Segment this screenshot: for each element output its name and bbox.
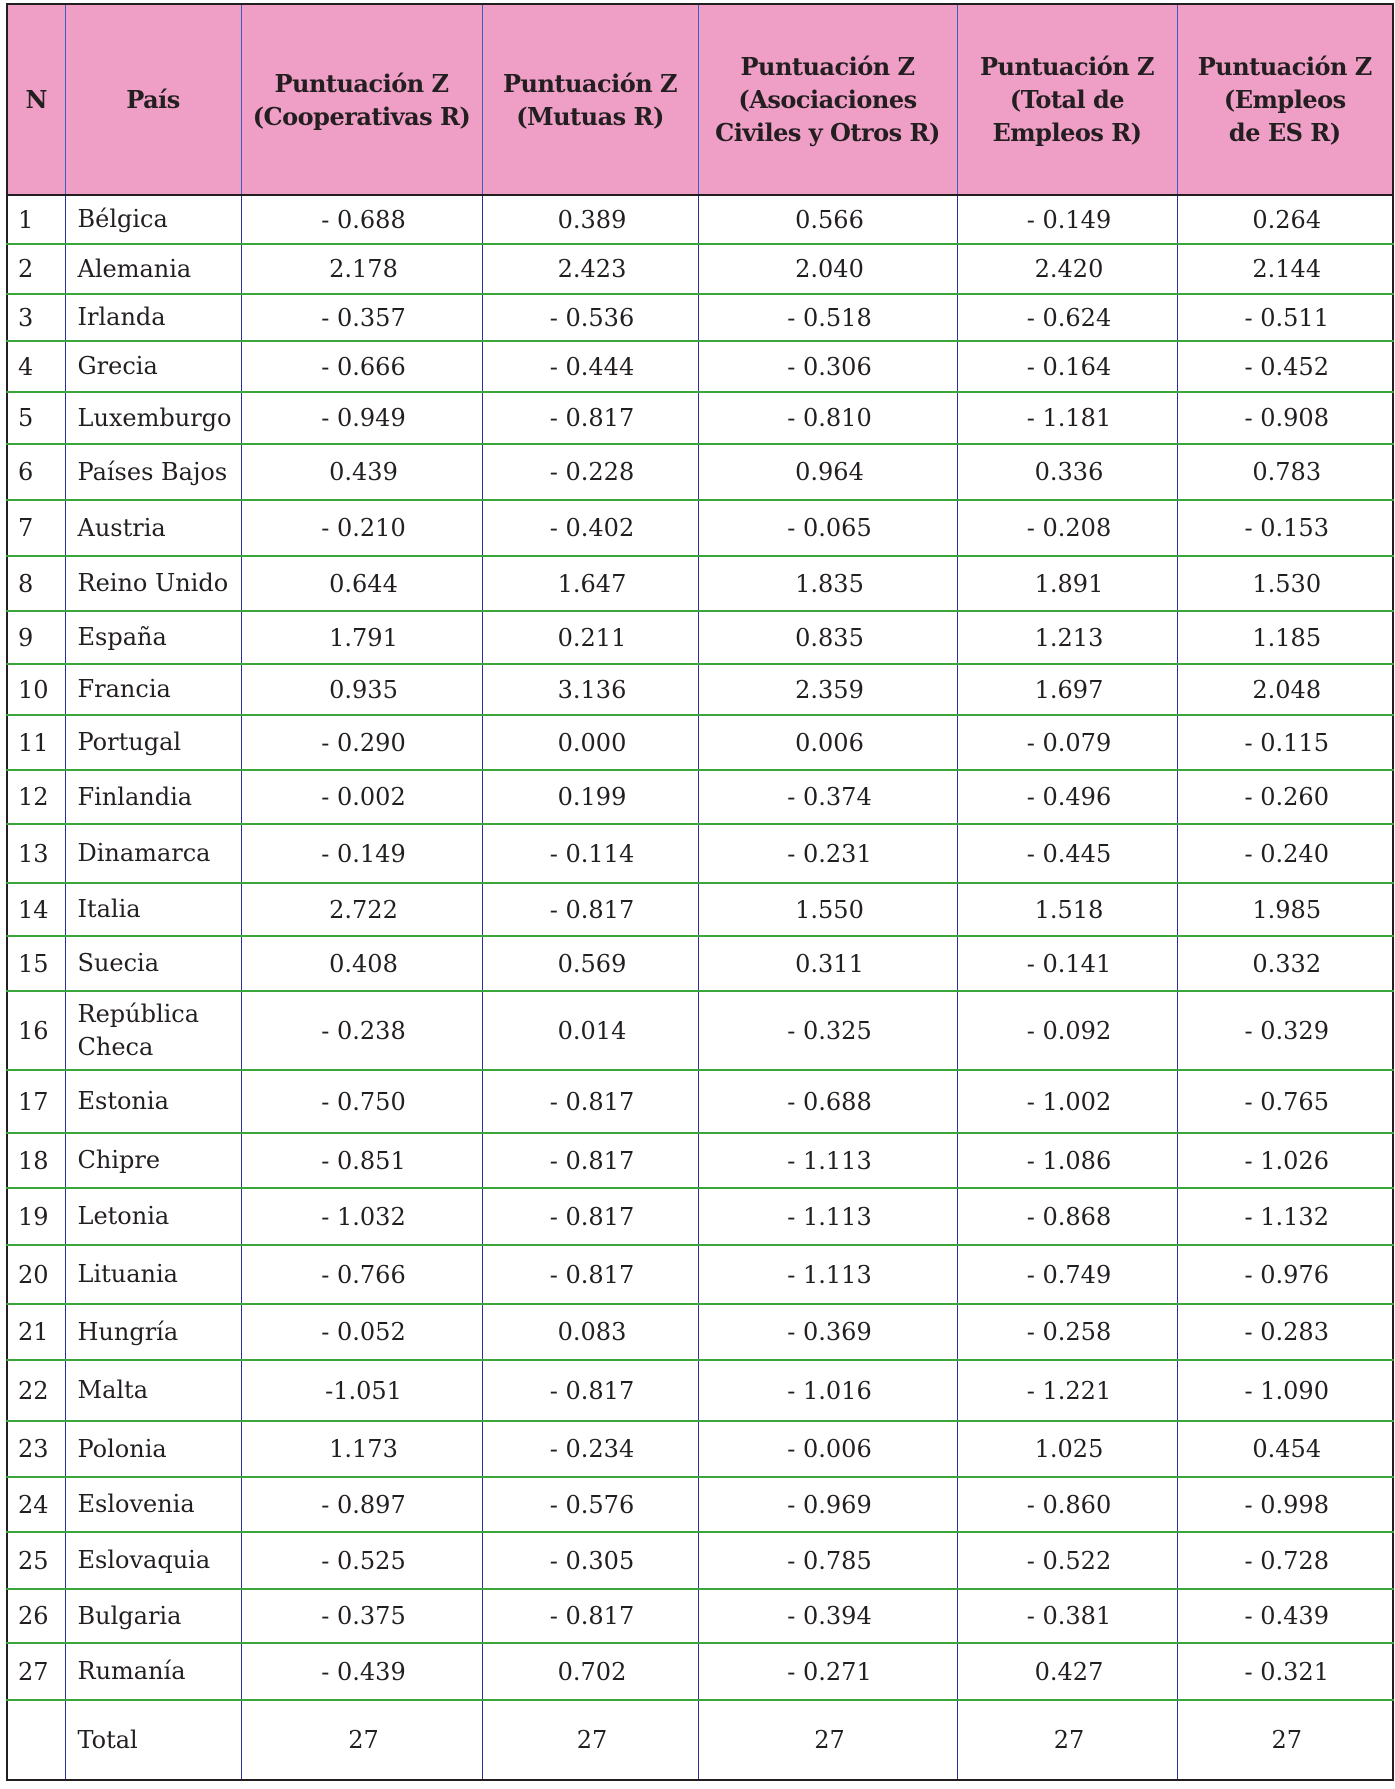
empleos-es-value: - 0.728 bbox=[1177, 1532, 1393, 1589]
cooperativas-value: 1.791 bbox=[241, 611, 482, 664]
empleos-es-value: - 0.240 bbox=[1177, 824, 1393, 883]
mutuas-value: 0.211 bbox=[482, 611, 698, 664]
asociaciones-value: 27 bbox=[698, 1700, 957, 1780]
header-line: Puntuación Z bbox=[502, 68, 678, 98]
total-empleos-value: - 0.079 bbox=[957, 715, 1177, 770]
row-number: 14 bbox=[7, 883, 65, 936]
cooperativas-value: 2.722 bbox=[241, 883, 482, 936]
asociaciones-value: - 0.231 bbox=[698, 824, 957, 883]
asociaciones-value: - 0.688 bbox=[698, 1070, 957, 1133]
header-col-mutuas bbox=[482, 4, 698, 195]
header-line: (Empleos bbox=[1223, 85, 1346, 114]
empleos-es-value: 1.985 bbox=[1177, 883, 1393, 936]
total-empleos-value: - 1.086 bbox=[957, 1133, 1177, 1188]
row-number: 16 bbox=[7, 991, 65, 1070]
country-name: Alemania bbox=[65, 244, 241, 294]
empleos-es-value: - 1.132 bbox=[1177, 1188, 1393, 1245]
country-name: Luxemburgo bbox=[65, 392, 241, 444]
asociaciones-value: 1.550 bbox=[698, 883, 957, 936]
table-row bbox=[7, 824, 1393, 883]
country-name: Portugal bbox=[65, 715, 241, 770]
empleos-es-value: 1.185 bbox=[1177, 611, 1393, 664]
row-number: 18 bbox=[7, 1133, 65, 1188]
row-number bbox=[7, 1700, 65, 1780]
country-name: Malta bbox=[65, 1360, 241, 1421]
row-number: 20 bbox=[7, 1245, 65, 1304]
asociaciones-value: 1.835 bbox=[698, 556, 957, 611]
asociaciones-value: - 0.394 bbox=[698, 1589, 957, 1643]
asociaciones-value: - 1.113 bbox=[698, 1245, 957, 1304]
header-row bbox=[7, 4, 1393, 195]
zscore-table bbox=[6, 3, 1394, 1781]
row-number: 26 bbox=[7, 1589, 65, 1643]
header-line: País bbox=[126, 85, 180, 114]
mutuas-value: - 0.817 bbox=[482, 1070, 698, 1133]
mutuas-value: 0.199 bbox=[482, 770, 698, 824]
cooperativas-value: 0.935 bbox=[241, 664, 482, 715]
table-row bbox=[7, 1643, 1393, 1700]
empleos-es-value: - 0.283 bbox=[1177, 1304, 1393, 1360]
header-col-asociaciones bbox=[698, 4, 957, 195]
empleos-es-value: - 0.998 bbox=[1177, 1477, 1393, 1532]
total-empleos-value: - 0.624 bbox=[957, 294, 1177, 341]
total-empleos-value: 1.213 bbox=[957, 611, 1177, 664]
header-line: (Asociaciones bbox=[738, 85, 917, 114]
mutuas-value: - 0.305 bbox=[482, 1532, 698, 1589]
total-empleos-value: - 0.149 bbox=[957, 195, 1177, 244]
total-empleos-value: - 0.258 bbox=[957, 1304, 1177, 1360]
table-row bbox=[7, 1133, 1393, 1188]
asociaciones-value: - 1.016 bbox=[698, 1360, 957, 1421]
header-line: (Total de bbox=[1009, 85, 1125, 114]
total-empleos-value: - 0.381 bbox=[957, 1589, 1177, 1643]
mutuas-value: - 0.817 bbox=[482, 1589, 698, 1643]
empleos-es-value: 2.048 bbox=[1177, 664, 1393, 715]
cooperativas-value: 0.439 bbox=[241, 444, 482, 500]
total-empleos-value: - 0.749 bbox=[957, 1245, 1177, 1304]
asociaciones-value: 0.006 bbox=[698, 715, 957, 770]
header-line: Empleos R) bbox=[992, 118, 1142, 147]
header-line: de ES R) bbox=[1228, 118, 1341, 147]
mutuas-value: 2.423 bbox=[482, 244, 698, 294]
cooperativas-value: - 1.032 bbox=[241, 1188, 482, 1245]
mutuas-value: - 0.576 bbox=[482, 1477, 698, 1532]
asociaciones-value: - 0.518 bbox=[698, 294, 957, 341]
asociaciones-value: 0.964 bbox=[698, 444, 957, 500]
country-name: Finlandia bbox=[65, 770, 241, 824]
mutuas-value: - 0.444 bbox=[482, 341, 698, 392]
total-empleos-value: - 0.092 bbox=[957, 991, 1177, 1070]
mutuas-value: 0.389 bbox=[482, 195, 698, 244]
mutuas-value: - 0.817 bbox=[482, 1188, 698, 1245]
mutuas-value: 1.647 bbox=[482, 556, 698, 611]
country-name: Reino Unido bbox=[65, 556, 241, 611]
country-name: Chipre bbox=[65, 1133, 241, 1188]
header-line: (Mutuas R) bbox=[516, 101, 664, 131]
empleos-es-value: 0.332 bbox=[1177, 936, 1393, 991]
asociaciones-value: 0.566 bbox=[698, 195, 957, 244]
table-row bbox=[7, 1532, 1393, 1589]
empleos-es-value: 0.783 bbox=[1177, 444, 1393, 500]
asociaciones-value: - 1.113 bbox=[698, 1133, 957, 1188]
empleos-es-value: 1.530 bbox=[1177, 556, 1393, 611]
row-number: 27 bbox=[7, 1643, 65, 1700]
cooperativas-value: 0.408 bbox=[241, 936, 482, 991]
table-row bbox=[7, 341, 1393, 392]
cooperativas-value: 1.173 bbox=[241, 1421, 482, 1477]
cooperativas-value: 0.644 bbox=[241, 556, 482, 611]
header-line: Civiles y Otros R) bbox=[715, 118, 940, 147]
asociaciones-value: - 0.065 bbox=[698, 500, 957, 556]
cooperativas-value: - 0.851 bbox=[241, 1133, 482, 1188]
table-row bbox=[7, 936, 1393, 991]
table-row bbox=[7, 1421, 1393, 1477]
header-line: (Cooperativas R) bbox=[252, 101, 471, 131]
row-number: 22 bbox=[7, 1360, 65, 1421]
cooperativas-value: - 0.525 bbox=[241, 1532, 482, 1589]
header-line: Puntuación Z bbox=[979, 52, 1155, 81]
country-name: Suecia bbox=[65, 936, 241, 991]
table-row bbox=[7, 556, 1393, 611]
table-row bbox=[7, 1477, 1393, 1532]
row-number: 25 bbox=[7, 1532, 65, 1589]
country-name: Países Bajos bbox=[65, 444, 241, 500]
total-empleos-value: 1.891 bbox=[957, 556, 1177, 611]
asociaciones-value: - 0.969 bbox=[698, 1477, 957, 1532]
row-number: 3 bbox=[7, 294, 65, 341]
table-row bbox=[7, 715, 1393, 770]
table-row bbox=[7, 444, 1393, 500]
empleos-es-value: - 0.976 bbox=[1177, 1245, 1393, 1304]
cooperativas-value: - 0.238 bbox=[241, 991, 482, 1070]
mutuas-value: 3.136 bbox=[482, 664, 698, 715]
mutuas-value: 0.000 bbox=[482, 715, 698, 770]
row-number: 13 bbox=[7, 824, 65, 883]
cooperativas-value: - 0.897 bbox=[241, 1477, 482, 1532]
total-empleos-value: - 1.181 bbox=[957, 392, 1177, 444]
country-name: Eslovenia bbox=[65, 1477, 241, 1532]
country-name: República Checa bbox=[65, 991, 241, 1070]
country-name: Bulgaria bbox=[65, 1589, 241, 1643]
mutuas-value: - 0.536 bbox=[482, 294, 698, 341]
table-row bbox=[7, 770, 1393, 824]
empleos-es-value: - 0.452 bbox=[1177, 341, 1393, 392]
country-name: Lituania bbox=[65, 1245, 241, 1304]
mutuas-value: - 0.114 bbox=[482, 824, 698, 883]
country-name: Austria bbox=[65, 500, 241, 556]
empleos-es-value: - 1.026 bbox=[1177, 1133, 1393, 1188]
empleos-es-value: - 0.260 bbox=[1177, 770, 1393, 824]
cooperativas-value: - 0.750 bbox=[241, 1070, 482, 1133]
mutuas-value: - 0.817 bbox=[482, 883, 698, 936]
row-number: 8 bbox=[7, 556, 65, 611]
total-empleos-value: 1.697 bbox=[957, 664, 1177, 715]
header-col-total-empleos bbox=[957, 4, 1177, 195]
empleos-es-value: 0.454 bbox=[1177, 1421, 1393, 1477]
empleos-es-value: - 0.511 bbox=[1177, 294, 1393, 341]
asociaciones-value: - 1.113 bbox=[698, 1188, 957, 1245]
asociaciones-value: - 0.785 bbox=[698, 1532, 957, 1589]
table-body bbox=[7, 195, 1393, 1780]
mutuas-value: - 0.402 bbox=[482, 500, 698, 556]
row-number: 5 bbox=[7, 392, 65, 444]
cooperativas-value: - 0.149 bbox=[241, 824, 482, 883]
empleos-es-value: - 0.329 bbox=[1177, 991, 1393, 1070]
country-name: Total bbox=[65, 1700, 241, 1780]
table-row bbox=[7, 1360, 1393, 1421]
mutuas-value: 0.702 bbox=[482, 1643, 698, 1700]
row-number: 17 bbox=[7, 1070, 65, 1133]
empleos-es-value: - 0.439 bbox=[1177, 1589, 1393, 1643]
mutuas-value: - 0.228 bbox=[482, 444, 698, 500]
row-number: 23 bbox=[7, 1421, 65, 1477]
total-empleos-value: 1.518 bbox=[957, 883, 1177, 936]
cooperativas-value: - 0.439 bbox=[241, 1643, 482, 1700]
cooperativas-value: 27 bbox=[241, 1700, 482, 1780]
row-number: 1 bbox=[7, 195, 65, 244]
country-name: Dinamarca bbox=[65, 824, 241, 883]
asociaciones-value: 0.835 bbox=[698, 611, 957, 664]
row-number: 4 bbox=[7, 341, 65, 392]
total-empleos-value: - 0.164 bbox=[957, 341, 1177, 392]
row-number: 9 bbox=[7, 611, 65, 664]
empleos-es-value: - 0.321 bbox=[1177, 1643, 1393, 1700]
cooperativas-value: - 0.052 bbox=[241, 1304, 482, 1360]
mutuas-value: 27 bbox=[482, 1700, 698, 1780]
table-row bbox=[7, 1188, 1393, 1245]
table-row bbox=[7, 294, 1393, 341]
asociaciones-value: - 0.325 bbox=[698, 991, 957, 1070]
country-name: Francia bbox=[65, 664, 241, 715]
total-empleos-value: - 1.221 bbox=[957, 1360, 1177, 1421]
empleos-es-value: - 0.115 bbox=[1177, 715, 1393, 770]
header-col-n bbox=[7, 4, 65, 195]
country-name: Irlanda bbox=[65, 294, 241, 341]
cooperativas-value: - 0.210 bbox=[241, 500, 482, 556]
row-number: 12 bbox=[7, 770, 65, 824]
row-number: 24 bbox=[7, 1477, 65, 1532]
mutuas-value: 0.014 bbox=[482, 991, 698, 1070]
mutuas-value: - 0.817 bbox=[482, 1360, 698, 1421]
mutuas-value: - 0.817 bbox=[482, 1245, 698, 1304]
table-row bbox=[7, 1304, 1393, 1360]
empleos-es-value: 27 bbox=[1177, 1700, 1393, 1780]
asociaciones-value: 0.311 bbox=[698, 936, 957, 991]
row-number: 11 bbox=[7, 715, 65, 770]
total-empleos-value: - 0.208 bbox=[957, 500, 1177, 556]
cooperativas-value: - 0.290 bbox=[241, 715, 482, 770]
total-empleos-value: 0.427 bbox=[957, 1643, 1177, 1700]
row-number: 15 bbox=[7, 936, 65, 991]
cooperativas-value: - 0.766 bbox=[241, 1245, 482, 1304]
row-number: 19 bbox=[7, 1188, 65, 1245]
cooperativas-value: - 0.357 bbox=[241, 294, 482, 341]
table-row bbox=[7, 883, 1393, 936]
cooperativas-value: - 0.688 bbox=[241, 195, 482, 244]
header-line: Puntuación Z bbox=[1197, 52, 1372, 81]
table-row bbox=[7, 195, 1393, 244]
mutuas-value: - 0.234 bbox=[482, 1421, 698, 1477]
total-empleos-value: - 0.860 bbox=[957, 1477, 1177, 1532]
row-number: 7 bbox=[7, 500, 65, 556]
asociaciones-value: - 0.369 bbox=[698, 1304, 957, 1360]
total-empleos-value: - 0.522 bbox=[957, 1532, 1177, 1589]
country-name: Bélgica bbox=[65, 195, 241, 244]
header-line: N bbox=[25, 85, 47, 114]
asociaciones-value: - 0.006 bbox=[698, 1421, 957, 1477]
country-name: Rumanía bbox=[65, 1643, 241, 1700]
total-empleos-value: - 1.002 bbox=[957, 1070, 1177, 1133]
empleos-es-value: - 0.908 bbox=[1177, 392, 1393, 444]
country-name: España bbox=[65, 611, 241, 664]
header-col-cooperativas bbox=[241, 4, 482, 195]
header-line: Puntuación Z bbox=[274, 68, 449, 98]
header-col-pais bbox=[65, 4, 241, 195]
total-empleos-value: - 0.445 bbox=[957, 824, 1177, 883]
header-line: Puntuación Z bbox=[740, 52, 915, 81]
row-number: 21 bbox=[7, 1304, 65, 1360]
empleos-es-value: - 0.765 bbox=[1177, 1070, 1393, 1133]
cooperativas-value: 2.178 bbox=[241, 244, 482, 294]
country-name: Estonia bbox=[65, 1070, 241, 1133]
total-empleos-value: - 0.496 bbox=[957, 770, 1177, 824]
row-number: 6 bbox=[7, 444, 65, 500]
asociaciones-value: 2.359 bbox=[698, 664, 957, 715]
country-name: Letonia bbox=[65, 1188, 241, 1245]
total-empleos-value: 2.420 bbox=[957, 244, 1177, 294]
mutuas-value: 0.083 bbox=[482, 1304, 698, 1360]
total-empleos-value: 0.336 bbox=[957, 444, 1177, 500]
asociaciones-value: - 0.810 bbox=[698, 392, 957, 444]
table-row bbox=[7, 244, 1393, 294]
total-row bbox=[7, 1700, 1393, 1780]
asociaciones-value: - 0.271 bbox=[698, 1643, 957, 1700]
asociaciones-value: - 0.306 bbox=[698, 341, 957, 392]
cooperativas-value: -1.051 bbox=[241, 1360, 482, 1421]
total-empleos-value: 27 bbox=[957, 1700, 1177, 1780]
total-empleos-value: - 0.141 bbox=[957, 936, 1177, 991]
country-name: Eslovaquia bbox=[65, 1532, 241, 1589]
table-row bbox=[7, 991, 1393, 1070]
country-name: Italia bbox=[65, 883, 241, 936]
empleos-es-value: 0.264 bbox=[1177, 195, 1393, 244]
table-row bbox=[7, 664, 1393, 715]
country-name: Polonia bbox=[65, 1421, 241, 1477]
country-name: Hungría bbox=[65, 1304, 241, 1360]
cooperativas-value: - 0.666 bbox=[241, 341, 482, 392]
asociaciones-value: - 0.374 bbox=[698, 770, 957, 824]
mutuas-value: 0.569 bbox=[482, 936, 698, 991]
table-row bbox=[7, 392, 1393, 444]
row-number: 2 bbox=[7, 244, 65, 294]
cooperativas-value: - 0.949 bbox=[241, 392, 482, 444]
table-row bbox=[7, 500, 1393, 556]
row-number: 10 bbox=[7, 664, 65, 715]
table-row bbox=[7, 1589, 1393, 1643]
asociaciones-value: 2.040 bbox=[698, 244, 957, 294]
cooperativas-value: - 0.375 bbox=[241, 1589, 482, 1643]
empleos-es-value: - 0.153 bbox=[1177, 500, 1393, 556]
cooperativas-value: - 0.002 bbox=[241, 770, 482, 824]
table-row bbox=[7, 611, 1393, 664]
header-col-empleos-es bbox=[1177, 4, 1393, 195]
empleos-es-value: - 1.090 bbox=[1177, 1360, 1393, 1421]
total-empleos-value: 1.025 bbox=[957, 1421, 1177, 1477]
table-row bbox=[7, 1245, 1393, 1304]
empleos-es-value: 2.144 bbox=[1177, 244, 1393, 294]
mutuas-value: - 0.817 bbox=[482, 1133, 698, 1188]
mutuas-value: - 0.817 bbox=[482, 392, 698, 444]
total-empleos-value: - 0.868 bbox=[957, 1188, 1177, 1245]
table-row bbox=[7, 1070, 1393, 1133]
country-name: Grecia bbox=[65, 341, 241, 392]
